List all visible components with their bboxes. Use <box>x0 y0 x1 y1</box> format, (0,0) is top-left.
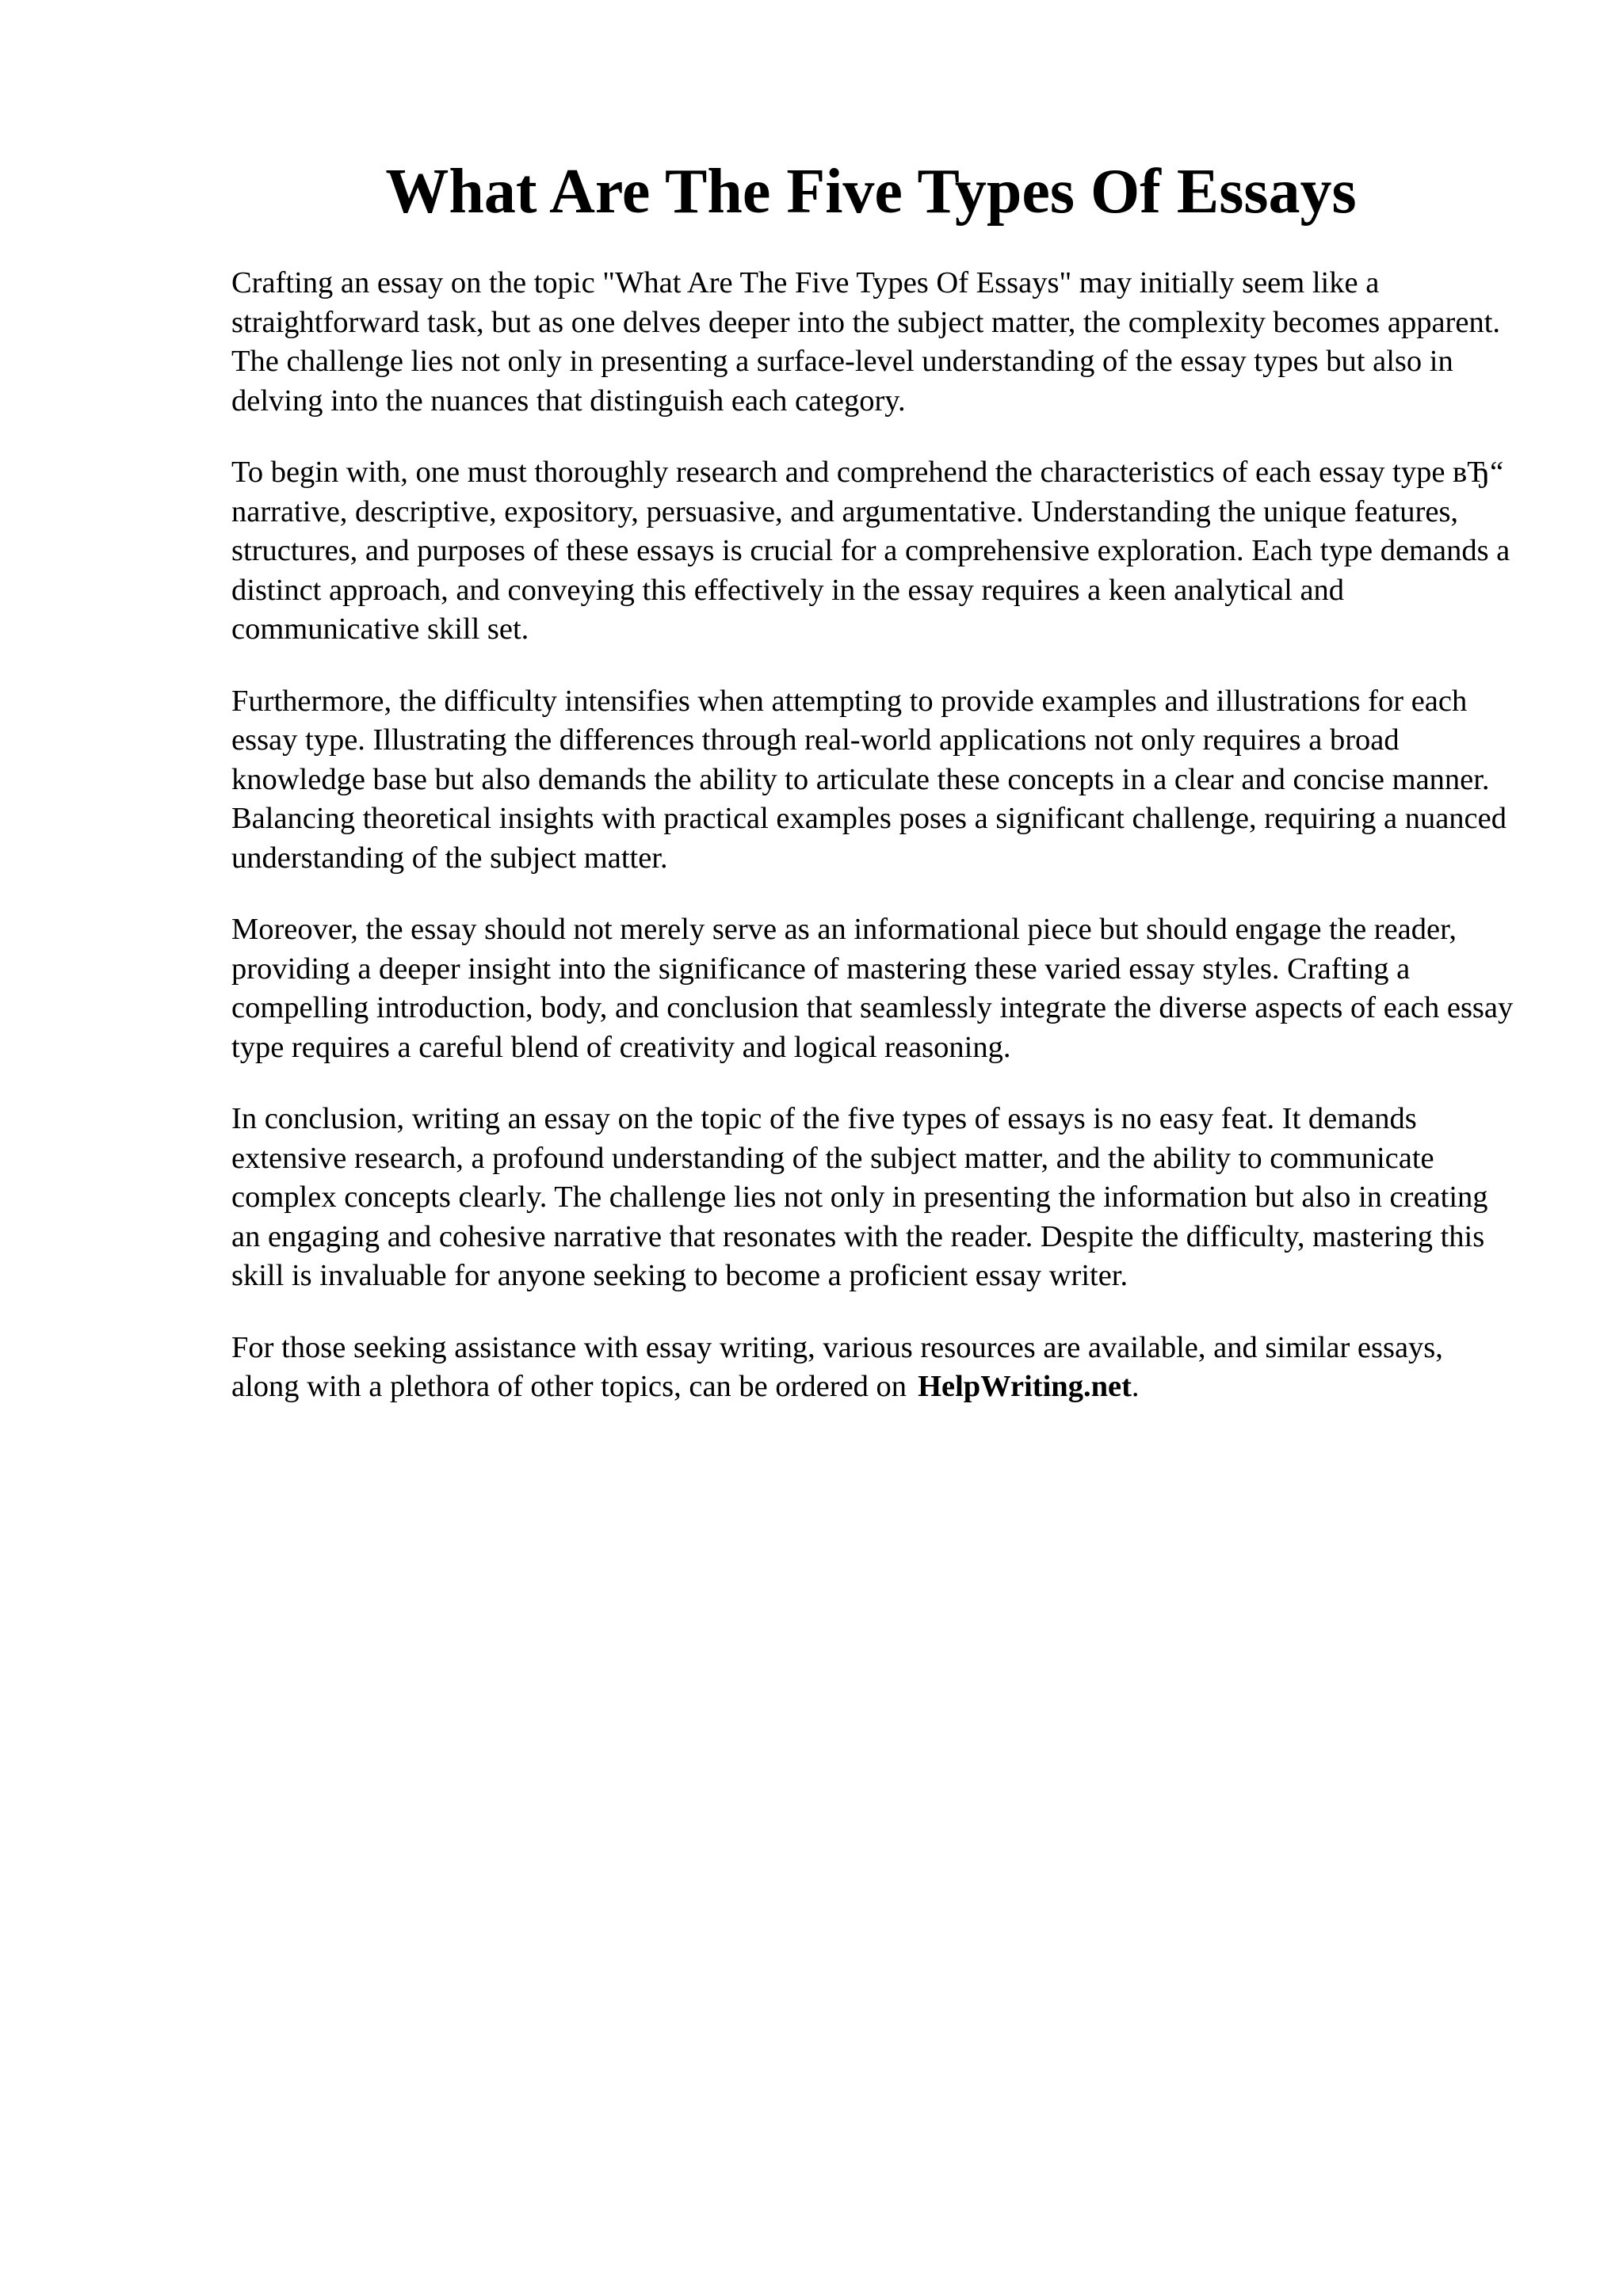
paragraph-2: To begin with, one must thoroughly research and comprehend the characteristics of each essay type вЂ“ narrative, descriptive, expository, persuasive, and argumentative. Understanding the unique features, structures, and purposes of these essays is crucial for a comprehensive exploration. Each type demands a distinct approach, and conveying this effectively in the essay requires a keen analytical and communicative skill set. <box>231 456 1510 646</box>
closing-paragraph <box>231 1329 1515 1407</box>
paragraph-1: Crafting an essay on the topic "What Are The Five Types Of Essays" may initially seem like a straightforward task, but as one delves deeper into the subject matter, the complexity becomes apparent. The challenge lies not only in presenting a surface-level understanding of the essay types but also in delving into the nuances that distinguish each category. <box>231 266 1501 418</box>
paragraph-5: In conclusion, writing an essay on the topic of the five types of essays is no easy feat. It demands extensive research, a profound understanding of the subject matter, and the ability to communicate complex concepts clearly. The challenge lies not only in presenting the information but also in creating an engaging and cohesive narrative that resonates with the reader. Despite the difficulty, mastering this skill is invaluable for anyone seeking to become a proficient essay writer. <box>231 1102 1488 1292</box>
document-title: What Are The Five Types Of Essays <box>385 157 1357 227</box>
closing-text: For those seeking assistance with essay writing, various resources are available, and similar essays, along with a plethora of other topics, can be ordered on <box>231 1330 1443 1403</box>
paragraph-4: Moreover, the essay should not merely serve as an informational piece but should engage the reader, providing a deeper insight into the significance of mastering these varied essay styles. Crafting a compelling introduction, body, and conclusion that seamlessly integrate the diverse aspects of each essay type requires a careful blend of creativity and logical reasoning. <box>231 913 1514 1064</box>
closing-suffix: . <box>1131 1370 1140 1403</box>
paragraph-3: Furthermore, the difficulty intensifies when attempting to provide examples and illustrations for each essay type. Illustrating the differences through real-world applications not only requires a broad knowledge base but also demands the ability to articulate these concepts in a clear and concise manner. Balancing theoretical insights with practical examples poses a significant challenge, requiring a nuanced understanding of the subject matter. <box>231 684 1507 875</box>
document-body <box>231 264 1515 1440</box>
helpwriting-link[interactable]: HelpWriting.net <box>918 1370 1132 1403</box>
